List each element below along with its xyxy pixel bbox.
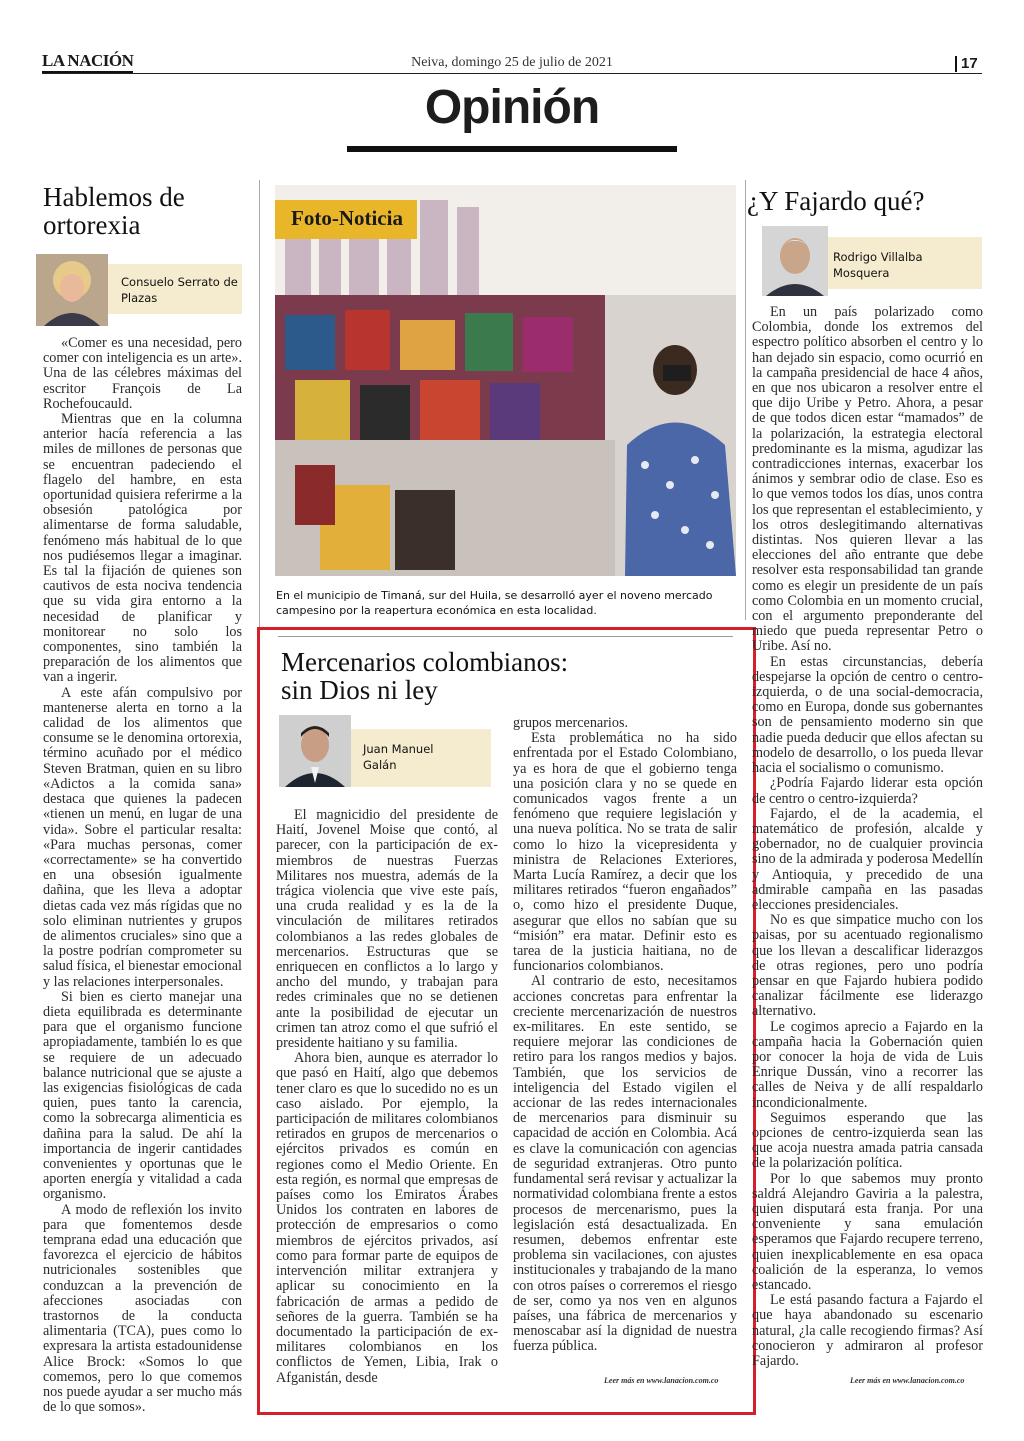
center-article-top-rule: [278, 636, 733, 637]
issue-date: Neiva, domingo 25 de julio de 2021: [411, 55, 613, 70]
woman-portrait-icon: [36, 254, 108, 326]
right-paragraph: Seguimos esperando que las opciones de centro-izquierda sean las que acoja nuestra amada patria cansada de la polarización política.: [752, 1109, 983, 1172]
center-author-name: Juan Manuel Galán: [363, 742, 434, 772]
section-title: Opinión: [424, 81, 600, 134]
center-paragraph: Al contrario de esto, necesitamos acciones concretas para enfrentar la creciente mercenarización de nuestros ex-militares. En este sentido, se requiere mejorar las condiciones de retiro para los rangos medios y bajos. También, que los servicios de inteligencia del Estado vigilen el accionar de las redes internacionales de mercenarios para disminuir su capacidad de acción en Colombia. Acá es clave la comunicación con agencias de seguridad extranjeras. Otro punto fundamental será revisar y actualizar la normatividad colombiana frente a estos procesos de mercenarismo, pues la legislación está desactualizada. En resumen, debemos enfrentar este problema sin vacilaciones, con ajustes institucionales y trabajando de la mano con otros países o correremos el riesgo de ser, como ya nos ven en algunos países, una fábrica de mercenarios y menoscabar así la dignidad de nuestra fuerza pública.: [513, 973, 737, 1355]
older-man-portrait-icon: [762, 226, 828, 296]
photo-news-tag: Foto-Noticia: [275, 200, 417, 239]
page-number: 17: [955, 56, 978, 72]
market-stall-illustration: [275, 185, 736, 576]
center-paragraph: El magnicidio del presidente de Haití, Jovenel Moise que contó, al parecer, con la participación de ex-miembros de nuestras Fuerzas Militares nos muestra, además de la trágica violencia que vive este país, una cruda realidad y es la de la vinculación de militares retirados colombianos a las redes globales de mercenarios. Estructuras que se enriquecen en conflictos a lo largo y ancho del mundo, y trabajan para redes criminales que no se detienen ante la posibilidad de ejecutar un crimen tan atroz como el que sufrió el presidente haitiano y su familia.: [276, 807, 498, 1052]
center-article-column-2: [513, 716, 737, 1374]
left-paragraph: Mientras que en la columna anterior hacía referencia a las miles de millones de personas que se encuentran padeciendo el flagelo del hambre, en esta oportunidad quisiera referirme a la obsesión patológica por alimentarse de forma saludable, fenómeno más habitual de lo que nos pudiésemos llegar a imaginar. Es tal la fijación de quienes son cautivos de esta nociva tendencia que su vida gira entorno a la necesidad de planificar y monitorear no solo los componentes, sino también la preparación de los alimentos que van a ingerir.: [43, 411, 242, 686]
section-title-rule: [347, 146, 677, 152]
center-author-box: [345, 729, 491, 787]
right-paragraph: Fajardo, el de la academia, el matemático de profesión, alcalde y gobernador, no de cualquier provincia sino de la admirada y poderosa Medellín y Antioquia, y precedido de una admirable campaña en las pasadas elecciones presidenciales.: [752, 805, 983, 913]
right-author-name: Rodrigo Villalba Mosquera: [833, 250, 923, 280]
right-read-more-link[interactable]: Leer más en www.lanacion.com.co: [850, 1376, 965, 1385]
center-paragraph: Esta problemática no ha sido enfrentada por el Estado Colombiano, ya es hora de que el gobierno tenga una posición clara y no se quede en comunicados vagos frente a un fenómeno que requiere legislación y una nueva política. No se trata de salir como lo hizo la vicepresidenta y ministra de Relaciones Exteriores, Marta Lucía Ramírez, a decir que los militares retirados “fueron engañados” o, como hizo el presidente Duque, asegurar que ellos no sabían que su “misión” era matar. Definir esto es tarea de la justicia haitiana, no de funcionarios colombianos.: [513, 730, 737, 975]
right-author-box: [818, 237, 982, 289]
photo-caption: En el municipio de Timaná, sur del Huila, se desarrolló ayer el noveno mercado campesino por la reapertura económica en esta localidad.: [276, 589, 713, 617]
man-portrait-icon: [279, 715, 351, 787]
left-paragraph: Si bien es cierto manejar una dieta equilibrada es determinante para que el organismo funcione apropiadamente, también lo es que se requiere de un adecuado balance nutricional que se ajuste a las exigencias fisiológicas de cada quien, pues tanto la carencia, como la sobrecarga alimenticia es dañina para la salud. De ahí la importancia de ingerir cantidades convenientes y oportunas que le aporten energía y vitalidad a cada organismo.: [43, 988, 242, 1203]
left-article-body: [43, 335, 242, 1416]
left-paragraph: A modo de reflexión los invito para que fomentemos desde temprana edad una educación que favorezca el ejercicio de hábitos nutricionales sostenibles que conduzcan a la prevención de afecciones asociadas con trastornos de la conducta alimentaria (TCA), pues como lo expresara la artista estadounidense Alice Brock: «Somos lo que comemos, pero lo que comemos nos puede ayudar a ser mucho más de lo que somos».: [43, 1201, 242, 1416]
right-paragraph: Por lo que sabemos muy pronto saldrá Alejandro Gaviria a la palestra, quien disputará esta franja. Por una conveniente y sana emulación esperamos que Fajardo recupere terreno, quien inexplicablemente en esa opaca coalición de la esperanza, lo vemos estancado.: [752, 1170, 983, 1293]
center-article-column-1: [276, 808, 498, 1388]
center-article-title: [281, 648, 721, 704]
right-article-body: [752, 305, 983, 1375]
left-paragraph: «Comer es una necesidad, pero comer con inteligencia es un arte». Una de las célebres máximas del escritor François de La Rochefoucauld.: [43, 335, 242, 412]
center-title-line-1: Mercenarios colombianos:: [281, 647, 569, 677]
right-author-avatar: [762, 226, 828, 296]
left-author-name: Consuelo Serrato de Plazas: [121, 275, 238, 305]
right-paragraph: En un país polarizado como Colombia, donde los extremos del espectro político absorben el centro y lo han dejado sin espacio, como ocurrió en la campaña presidencial de hace 4 años, en que nos ubicaron a resolver entre el que dijo Uribe y Petro. Ahora, a pesar de que todos dicen estar “mamados” de la polarización, la estrategia electoral predominante es la misma, agudizar las contradicciones internas, exacerbar los ánimos y sembrar odio de clase. Eso es lo que vemos todos los días, unos contra los que representan el establecimiento, y los otros deslegitimando alternativas distintas. Nos quieren llevar a las elecciones del año entrante que debe resolver esta responsabilidad tan grande como es elegir un presidente de un país como Colombia en un momento crucial, con el argumento preponderante del miedo que pueda representar Petro o Uribe. Así no.: [752, 304, 983, 655]
left-article-title: Hablemos de ortorexia: [43, 182, 185, 240]
header-rule: [42, 73, 982, 74]
right-paragraph: En estas circunstancias, debería despejarse la opción de centro o centro-izquierda, o de una social-democracia, como en Europa, donde sus gobernantes son de pensamiento moderno sin que nadie pueda deducir que ellos afectan su modelo de desarrollo, o los pueda llevar hacia el socialismo o comunismo.: [752, 653, 983, 777]
left-author-box: [106, 264, 242, 314]
right-paragraph: Le cogimos aprecio a Fajardo en la campaña hacia la Gobernación quien por conocer la hoja de vida de Luis Enrique Dussán, vino a recorrer las calles de Neiva y de allí respaldarlo incondicionalmente.: [752, 1018, 983, 1111]
column-divider-right: [745, 180, 746, 620]
left-paragraph: A este afán compulsivo por mantenerse alerta en torno a la calidad de los alimentos que consume se le denomina ortorexia, término acuñado por el médico Steven Bratman, quien en su libro «Adictos a la comida sana» destaca que quienes la padecen «tienen un menú, en lugar de una vida». Sobre el particular resalta: «Para muchas personas, comer «correctamente» se ha convertido en una obsesión igualmente dañina, que les lleva a adoptar dietas cada vez más rígidas que no solo eliminan nutrientes y grupos de alimentos cruciales» sino que a la postre podrían comprometer su salud física, el bienestar emocional y las relaciones interpersonales.: [43, 684, 242, 990]
right-article-title: ¿Y Fajardo qué?: [747, 186, 925, 216]
newspaper-logo: LA NACIÓN: [42, 52, 133, 73]
center-paragraph: Ahora bien, aunque es aterrador lo que pasó en Haití, algo que debemos tener claro es que lo sucedido no es un caso aislado. Por ejemplo, la participación de militares colombianos retirados en grupos de mercenarios o ejércitos privados es común en regiones como el Medio Oriente. En esta región, es normal que empresas de países como los Emiratos Árabes Unidos los contraten en labores de protección de empresarios o como miembros de ejércitos privados, así como para formar parte de equipos de intervención militar extranjera y aplicar su conocimiento en la fabricación de armas a pedido de señores de la guerra. También se ha documentado la participación de ex-militares colombianos en los conflictos de Yemen, Libia, Irak o Afganistán, desde: [276, 1050, 498, 1386]
center-read-more-link[interactable]: Leer más en www.lanacion.com.co: [604, 1376, 719, 1385]
center-paragraph: grupos mercenarios.: [513, 715, 629, 731]
market-photo: [275, 185, 736, 576]
left-author-avatar: [36, 254, 108, 326]
center-title-line-2: sin Dios ni ley: [281, 675, 438, 705]
right-paragraph: No es que simpatice mucho con los paisas, por su acentuado regionalismo que los llevan a descalificar liderazgos de otras regiones, pero uno podría pensar en que Fajardo hubiera podido canalizar fácilmente ese liderazgo alternativo.: [752, 912, 983, 1020]
center-author-avatar: [279, 715, 351, 787]
right-paragraph: ¿Podría Fajardo liderar esta opción de centro o centro-izquierda?: [752, 775, 983, 807]
right-paragraph: Le está pasando factura a Fajardo el que haya abandonado su escenario natural, ¿la calle recogiendo firmas? Así conocieron y admiraron al profesor Fajardo.: [752, 1292, 983, 1370]
